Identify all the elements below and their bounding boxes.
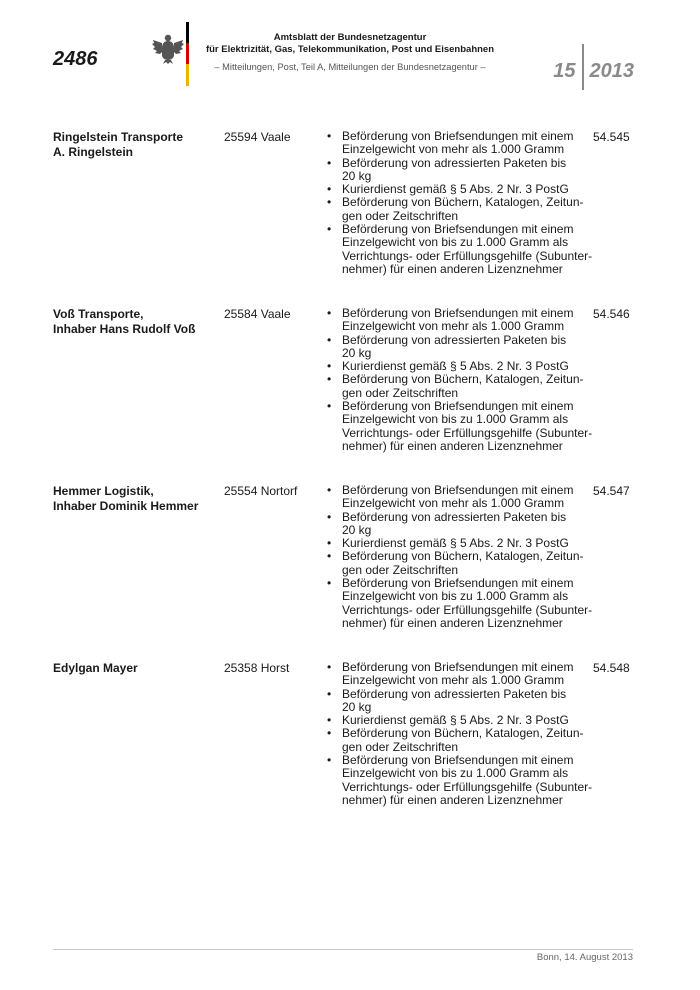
bullet-icon: • xyxy=(327,713,332,728)
licensee-name-line: Inhaber Dominik Hemmer xyxy=(53,499,199,513)
service-item xyxy=(324,400,594,453)
service-line: Einzelgewicht von bis zu 1.000 Gramm als xyxy=(342,589,569,604)
service-line: gen oder Zeitschriften xyxy=(342,562,459,577)
licensee-name xyxy=(53,307,218,337)
service-line: Einzelgewicht von bis zu 1.000 Gramm als xyxy=(342,766,569,781)
flag-bar xyxy=(186,22,189,86)
service-line: Verrichtungs- oder Erfüllungsgehilfe (Subunter- xyxy=(342,602,593,617)
bullet-icon: • xyxy=(327,222,332,237)
service-item xyxy=(324,196,594,223)
service-line: 20 kg xyxy=(342,522,372,537)
license-list xyxy=(53,130,633,838)
service-line: Kurierdienst gemäß § 5 Abs. 2 Nr. 3 PostG xyxy=(342,713,569,728)
licensee-name-line: A. Ringelstein xyxy=(53,145,134,159)
service-line: Beförderung von adressierten Paketen bis xyxy=(342,155,567,170)
service-item xyxy=(324,183,594,196)
service-item xyxy=(324,714,594,727)
service-line: gen oder Zeitschriften xyxy=(342,385,459,400)
service-item xyxy=(324,727,594,754)
service-item xyxy=(324,373,594,400)
issue-number: 15 xyxy=(553,59,576,82)
service-line: Beförderung von adressierten Paketen bis xyxy=(342,332,567,347)
bullet-icon: • xyxy=(327,129,332,143)
license-entry xyxy=(53,661,633,838)
service-line: nehmer) für einen anderen Lizenznehmer xyxy=(342,615,563,630)
service-line: Verrichtungs- oder Erfüllungsgehilfe (Subunter- xyxy=(342,425,593,440)
service-item xyxy=(324,537,594,550)
bullet-icon: • xyxy=(327,195,332,210)
bullet-icon: • xyxy=(327,359,332,374)
licensee-name-line: Edylgan Mayer xyxy=(53,661,138,675)
service-line: Einzelgewicht von mehr als 1.000 Gramm xyxy=(342,673,565,688)
issue-label xyxy=(553,48,634,94)
masthead-title-line1: Amtsblatt der Bundesnetzagentur xyxy=(273,32,427,43)
service-line: Beförderung von adressierten Paketen bis xyxy=(342,509,567,524)
service-line: Beförderung von adressierten Paketen bis xyxy=(342,686,567,701)
masthead-title-line2: für Elektrizität, Gas, Telekommunikation, Post und Eisenbahnen xyxy=(205,43,495,55)
service-item xyxy=(324,550,594,577)
licensee-name-line: Inhaber Hans Rudolf Voß xyxy=(53,322,196,336)
licensee-place: 25584 Vaale xyxy=(224,307,291,321)
licensee-name-line: Hemmer Logistik, xyxy=(53,484,154,498)
service-line: Kurierdienst gemäß § 5 Abs. 2 Nr. 3 PostG xyxy=(342,536,569,551)
service-list xyxy=(324,307,594,453)
bullet-icon: • xyxy=(327,576,332,591)
service-line: 20 kg xyxy=(342,345,372,360)
federal-eagle-icon xyxy=(151,31,185,65)
bullet-icon: • xyxy=(327,753,332,768)
masthead-subtitle: – Mitteilungen, Post, Teil A, Mitteilungen der Bundesnetzagentur – xyxy=(214,62,486,72)
registration-number: 54.546 xyxy=(593,307,630,321)
service-line: Beförderung von Briefsendungen mit einem xyxy=(342,399,574,414)
licensee-name xyxy=(53,661,218,676)
service-item xyxy=(324,484,594,511)
service-line: Einzelgewicht von bis zu 1.000 Gramm als xyxy=(342,412,569,427)
licensee-name-line: Ringelstein Transporte xyxy=(53,130,184,144)
service-list xyxy=(324,484,594,630)
service-item xyxy=(324,307,594,334)
service-line: nehmer) für einen anderen Lizenznehmer xyxy=(342,438,563,453)
service-line: gen oder Zeitschriften xyxy=(342,739,459,754)
licensee-place: 25358 Horst xyxy=(224,661,290,675)
bullet-icon: • xyxy=(327,399,332,414)
service-line: Beförderung von Briefsendungen mit einem xyxy=(342,306,574,320)
bullet-icon: • xyxy=(327,686,332,701)
license-entry xyxy=(53,307,633,484)
page-number: 2486 xyxy=(53,48,98,70)
licensee-name-line: Voß Transporte, xyxy=(53,307,144,321)
bullet-icon: • xyxy=(327,372,332,387)
footer-date: Bonn, 14. August 2013 xyxy=(536,952,633,963)
bullet-icon: • xyxy=(327,660,332,674)
licensee-name xyxy=(53,484,218,514)
issue-separator xyxy=(582,44,584,90)
registration-number: 54.547 xyxy=(593,484,630,498)
bullet-icon: • xyxy=(327,483,332,497)
service-line: Kurierdienst gemäß § 5 Abs. 2 Nr. 3 PostG xyxy=(342,359,569,374)
bullet-icon: • xyxy=(327,155,332,170)
service-line: Kurierdienst gemäß § 5 Abs. 2 Nr. 3 PostG xyxy=(342,182,569,197)
licensee-place: 25554 Nortorf xyxy=(224,484,298,498)
service-item xyxy=(324,223,594,276)
service-line: Einzelgewicht von mehr als 1.000 Gramm xyxy=(342,142,565,157)
license-entry xyxy=(53,484,633,661)
service-line: Beförderung von Briefsendungen mit einem xyxy=(342,222,574,237)
service-line: Einzelgewicht von mehr als 1.000 Gramm xyxy=(342,496,565,511)
service-line: gen oder Zeitschriften xyxy=(342,208,459,223)
footer-divider xyxy=(53,949,633,950)
service-list xyxy=(324,661,594,807)
service-line: 20 kg xyxy=(342,168,372,183)
service-item xyxy=(324,511,594,538)
service-item xyxy=(324,754,594,807)
service-line: Einzelgewicht von mehr als 1.000 Gramm xyxy=(342,319,565,334)
service-item xyxy=(324,577,594,630)
licensee-place: 25594 Vaale xyxy=(224,130,291,144)
service-line: Beförderung von Briefsendungen mit einem xyxy=(342,129,574,143)
service-item xyxy=(324,334,594,361)
license-entry xyxy=(53,130,633,307)
service-line: Beförderung von Briefsendungen mit einem xyxy=(342,660,574,674)
service-line: nehmer) für einen anderen Lizenznehmer xyxy=(342,261,563,276)
service-line: Beförderung von Büchern, Katalogen, Zeitun- xyxy=(342,726,584,741)
service-list xyxy=(324,130,594,276)
service-line: Beförderung von Büchern, Katalogen, Zeitun- xyxy=(342,195,584,210)
bullet-icon: • xyxy=(327,509,332,524)
service-item xyxy=(324,360,594,373)
masthead xyxy=(200,32,500,72)
bullet-icon: • xyxy=(327,726,332,741)
service-item xyxy=(324,130,594,157)
service-line: Beförderung von Büchern, Katalogen, Zeitun- xyxy=(342,549,584,564)
bullet-icon: • xyxy=(327,306,332,320)
service-line: Verrichtungs- oder Erfüllungsgehilfe (Subunter- xyxy=(342,248,593,263)
issue-year: 2013 xyxy=(589,59,634,82)
service-line: 20 kg xyxy=(342,699,372,714)
registration-number: 54.548 xyxy=(593,661,630,675)
service-item xyxy=(324,661,594,688)
service-line: Beförderung von Briefsendungen mit einem xyxy=(342,576,574,591)
bullet-icon: • xyxy=(327,549,332,564)
bullet-icon: • xyxy=(327,332,332,347)
service-item xyxy=(324,688,594,715)
service-line: nehmer) für einen anderen Lizenznehmer xyxy=(342,792,563,807)
service-line: Beförderung von Büchern, Katalogen, Zeitun- xyxy=(342,372,584,387)
service-item xyxy=(324,157,594,184)
service-line: Beförderung von Briefsendungen mit einem xyxy=(342,483,574,497)
bullet-icon: • xyxy=(327,536,332,551)
service-line: Beförderung von Briefsendungen mit einem xyxy=(342,753,574,768)
registration-number: 54.545 xyxy=(593,130,630,144)
service-line: Verrichtungs- oder Erfüllungsgehilfe (Subunter- xyxy=(342,779,593,794)
licensee-name xyxy=(53,130,218,160)
bullet-icon: • xyxy=(327,182,332,197)
service-line: Einzelgewicht von bis zu 1.000 Gramm als xyxy=(342,235,569,250)
